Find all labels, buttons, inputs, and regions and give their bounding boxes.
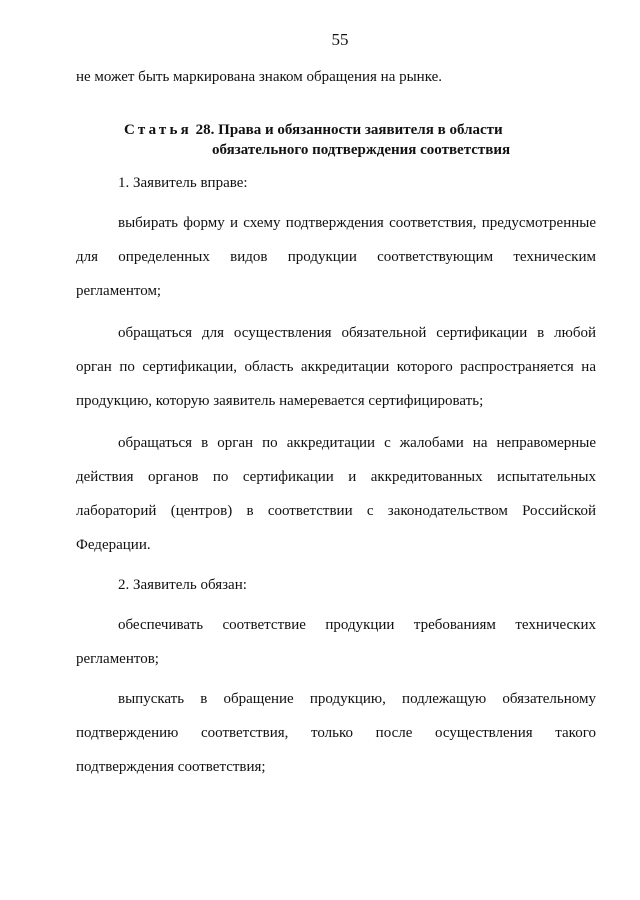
article-title-line2: обязательного подтверждения соответствия bbox=[212, 142, 511, 158]
article-heading bbox=[124, 120, 584, 160]
paragraph-obligation-release-product: выпускать в обращение продукцию, подлежащую обязательному подтверждению соответствия, только после осуществления такого подтверждения соответствия; bbox=[76, 691, 596, 775]
paragraph-obligations-intro: 2. Заявитель обязан: bbox=[118, 577, 247, 593]
article-body bbox=[76, 166, 596, 784]
article-title-line1: Права и обязанности заявителя в области bbox=[218, 122, 503, 138]
paragraph-rights-intro: 1. Заявитель вправе: bbox=[118, 175, 248, 191]
paragraph-obligation-ensure-compliance: обеспечивать соответствие продукции требованиям технических регламентов; bbox=[76, 617, 596, 667]
paragraph-right-choose-form: выбирать форму и схему подтверждения соответствия, предусмотренные для определенных видов продукции соответствующим техническим регламентом; bbox=[76, 215, 596, 299]
paragraph-right-complaints: обращаться в орган по аккредитации с жалобами на неправомерные действия органов по сертификации и аккредитованных испытательных лабораторий (центров) в соответствии с законодательством Российской Федерации. bbox=[76, 435, 596, 553]
article-number: 28. bbox=[195, 122, 215, 138]
continuation-text: не может быть маркирована знаком обращения на рынке. bbox=[76, 69, 443, 85]
page-number: 55 bbox=[331, 30, 349, 49]
paragraph-right-certification-body: обращаться для осуществления обязательной сертификации в любой орган по сертификации, область аккредитации которого распространяется на продукцию, которую заявитель намеревается сертифицировать; bbox=[76, 325, 596, 409]
article-label: Статья bbox=[124, 122, 192, 138]
